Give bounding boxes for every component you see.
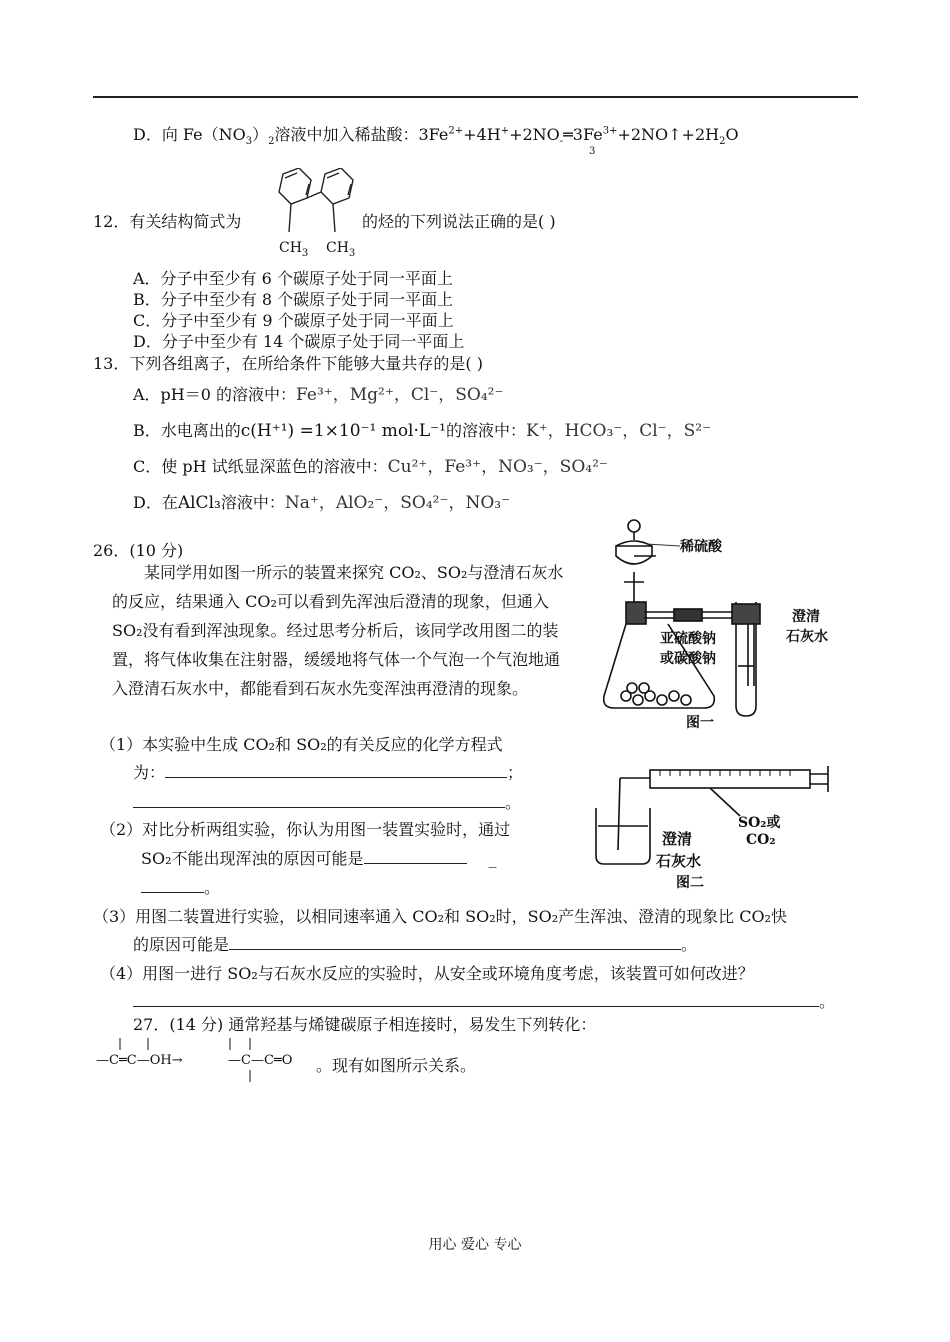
fig1-caption: 图一 [686,715,714,731]
q11-no3-subscript: 3 [589,146,596,157]
fig2-gas-label-1: SO₂或 [738,815,781,831]
q26-part4-line: 。 [133,989,835,1012]
answer-blank[interactable] [133,793,505,808]
fig1-lime-label-1: 澄清 [792,609,820,625]
fig1-salt-label-2: 或碳酸钠 [660,651,716,667]
q27-tail: 。现有如图所示关系。 [316,1056,477,1075]
q13-option-a: A．pH＝0 的溶液中：Fe³⁺，Mg²⁺，Cl⁻，SO₄²⁻ [133,385,504,405]
figure-two-apparatus [590,760,840,892]
answer-blank[interactable] [133,992,819,1007]
q26-part2: （2）对比分析两组实验，你认为用图一装置实验时，通过 [100,820,511,839]
q26-head: 26．(10 分) [93,541,184,560]
q13-stem: 13．下列各组离子，在所给条件下能够大量共存的是( ) [93,354,483,373]
page-footer: 用心 爱心 专心 [428,1237,522,1253]
q12-option-d: D．分子中至少有 14 个碳原子处于同一平面上 [133,332,465,351]
q27-right-formula: —C—C═O [228,1053,293,1068]
fig2-gas-label-2: CO₂ [746,832,776,848]
fig1-salt-label-1: 亚硫酸钠 [660,631,716,647]
q26-part3: （3）用图二装置进行实验，以相同速率通入 CO₂和 SO₂时，SO₂产生浑浊、澄清的现象比 CO₂快 [93,907,787,926]
answer-blank[interactable] [229,935,681,950]
q12-option-a: A．分子中至少有 6 个碳原子处于同一平面上 [133,269,453,288]
answer-blank[interactable] [141,878,204,893]
q12-option-c: C．分子中至少有 9 个碳原子处于同一平面上 [133,311,454,330]
q26-part1: （1）本实验中生成 CO₂和 SO₂的有关反应的化学方程式 [100,735,503,754]
q27-stem: 27．(14 分) 通常羟基与烯键碳原子相连接时，易发生下列转化： [133,1015,597,1034]
q12-stem-a: 12．有关结构简式为 [93,212,242,231]
fig2-lime-label-2: 石灰水 [656,852,702,870]
fig2-lime-label-1: 澄清 [662,830,693,848]
q12-stem-b: 的烃的下列说法正确的是( ) [362,212,556,231]
q26-part1-line1: 为： ； [133,763,524,782]
q26-part2-line1: SO₂不能出现浑浊的原因可能是 _ [141,849,497,868]
methyl-right: $CH_3$ [326,240,356,259]
fig1-lime-label-2: 石灰水 [786,629,828,645]
q13-option-c: C．使 pH 试纸显深蓝色的溶液中：Cu²⁺，Fe³⁺，NO₃⁻，SO₄²⁻ [133,457,608,477]
answer-blank[interactable] [364,849,467,864]
q13-option-d: D．在AlCl₃溶液中：Na⁺，AlO₂⁻，SO₄²⁻，NO₃⁻ [133,493,511,513]
header-rule [93,96,858,98]
q26-part3-line: 的原因可能是 。 [133,935,698,954]
fig1-acid-label: 稀硫酸 [680,539,722,555]
q26-part2-line2: 。 [141,875,220,898]
q27-left-formula: —C═C—OH→ [96,1053,183,1068]
q26-paragraph: 某同学用如图一所示的装置来探究 CO₂、SO₂与澄清石灰水的反应，结果通入 CO₂可以看到先浑浊后澄清的现象，但通入 SO₂没有看到浑浊现象。经过思考分析后，该同学改用图二的装置，将气体收集在注射器，缓缓地将气体一个气泡一个气泡地通入澄清石灰水中，都能看到石灰水先变浑浊再澄清的现象。 [112,563,564,698]
methyl-left: $CH_3$ [279,240,309,259]
q13-option-b: B．水电离出的c(H⁺¹) =1×10⁻¹ mol·L⁻¹的溶液中：K⁺，HCO₃⁻，Cl⁻，S²⁻ [133,421,712,441]
q26-part4: （4）用图一进行 SO₂与石灰水反应的实验时，从安全或环境角度考虑，该装置可如何改进？ [100,964,754,983]
fig2-caption: 图二 [676,875,704,891]
q26-part1-line2: 。 [133,790,521,813]
answer-blank[interactable] [165,763,507,778]
q12-option-b: B．分子中至少有 8 个碳原子处于同一平面上 [133,290,454,309]
q11-option-d: D．向 $Fe(NO_3)_2$溶液中加入稀盐酸：$3Fe^{2+}+4H^++2NO_-═3Fe^{3+}+2NO↑+2H_2O$ [133,125,739,148]
